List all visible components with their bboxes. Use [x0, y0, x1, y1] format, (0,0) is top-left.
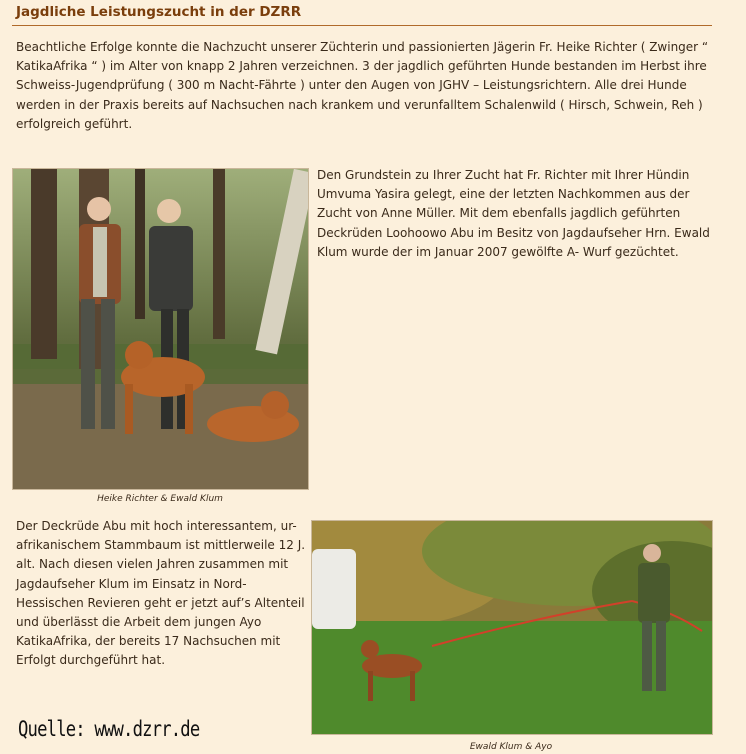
stud-paragraph: Der Deckrüde Abu mit hoch interessantem, ur-afrikanischem Stammbaum ist mittlerweile 12 J. alt. Nach diesen vielen Jahren zusammen mit Jagdaufseher Klum im Einsatz in Nord-Hessischen Revieren geht er jetzt auf’s Altenteil und überlässt die Arbeit dem jungen Ayo KatikaAfrika, der bereits 17 Nachsuchen mit Erfolgt durchgeführt hat. — [16, 519, 306, 668]
photo-caption-richter-klum: Heike Richter & Ewald Klum — [97, 494, 223, 504]
photo-richter-klum-dogs — [12, 168, 309, 490]
title-divider — [12, 25, 712, 26]
photo-klum-ayo — [311, 520, 713, 735]
source-credit-watermark: Quelle: www.dzrr.de — [18, 717, 200, 741]
page-title: Jagdliche Leistungszucht in der DZRR — [16, 4, 302, 20]
photo-caption-klum-ayo: Ewald Klum & Ayo — [469, 742, 553, 752]
foundation-paragraph: Den Grundstein zu Ihrer Zucht hat Fr. Richter mit Ihrer Hündin Umvuma Yasira gelegt, eine der letzten Nachkommen aus der Zucht von Anne Müller. Mit dem ebenfalls jagdlich geführten Deckrüden Loohoowo Abu im Besitz von Jagdaufseher Hrn. Ewald Klum wurde der im Januar 2007 gewölfte A- Wurf gezüchtet. — [317, 168, 710, 259]
intro-paragraph: Beachtliche Erfolge konnte die Nachzucht unserer Züchterin und passionierten Jägerin Fr. Heike Richter ( Zwinger “ KatikaAfrika “ ) im Alter von knapp 2 Jahren verzeichnen. 3 der jagdlich geführten Hunde bestanden im Herbst ihre Schweiss-Jugendprüfung ( 300 m Nacht-Fährte ) unter den Augen von JGHV – Leistungsrichtern. Alle drei Hunde werden in der Praxis bereits auf Nachsuchen nach krankem und verunfalltem Schalenwild ( Hirsch, Schwein, Reh ) erfolgreich geführt. — [16, 40, 709, 131]
